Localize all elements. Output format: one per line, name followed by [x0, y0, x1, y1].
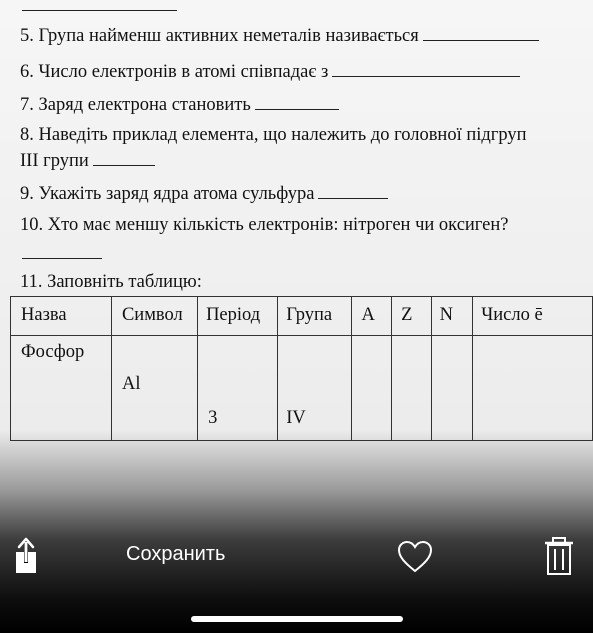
answer-line — [22, 10, 177, 11]
question-9: 9. Укажіть заряд ядра атома сульфура — [20, 182, 388, 205]
heart-icon[interactable] — [397, 540, 433, 579]
table-cell: Al — [111, 336, 197, 441]
table-header-cell: Назва — [11, 297, 112, 336]
share-icon[interactable] — [12, 536, 40, 581]
trash-icon[interactable] — [543, 536, 575, 581]
answer-blank — [423, 24, 539, 41]
question-8-line2: ІІІ групи — [20, 149, 155, 172]
table-cell: Фосфор — [11, 336, 112, 441]
answer-blank — [255, 93, 339, 110]
answer-blank — [332, 60, 520, 77]
table-header-cell: Число ē — [473, 297, 593, 336]
table-header-cell: Z — [392, 297, 432, 336]
question-11: 11. Заповніть таблицю: — [20, 272, 202, 292]
table-header-cell: Група — [278, 297, 352, 336]
question-6: 6. Число електронів в атомі співпадає з — [20, 60, 520, 83]
table-header-cell: Період — [198, 297, 278, 336]
table-cell — [473, 336, 593, 441]
table-header-row — [11, 297, 593, 336]
question-10: 10. Хто має меншу кількість електронів: нітроген чи оксиген? — [20, 215, 509, 235]
question-8: 8. Наведіть приклад елемента, що належить до головної підгруп — [20, 125, 527, 145]
table-cell — [352, 336, 392, 441]
answer-blank — [93, 149, 155, 166]
table-cell: IV — [278, 336, 352, 441]
table-header-cell: A — [352, 297, 392, 336]
answer-line — [22, 258, 102, 259]
home-indicator[interactable] — [191, 616, 403, 622]
table-cell: 3 — [198, 336, 278, 441]
question-5: 5. Група найменш активних неметалів називається — [20, 24, 539, 47]
table-header-cell: Символ — [111, 297, 197, 336]
table-row — [11, 336, 593, 441]
element-table — [10, 296, 593, 441]
answer-blank — [318, 182, 388, 199]
table-cell — [392, 336, 432, 441]
save-button[interactable]: Сохранить — [126, 543, 226, 565]
table-cell — [431, 336, 473, 441]
question-7: 7. Заряд електрона становить — [20, 93, 339, 116]
table-header-cell: N — [431, 297, 473, 336]
